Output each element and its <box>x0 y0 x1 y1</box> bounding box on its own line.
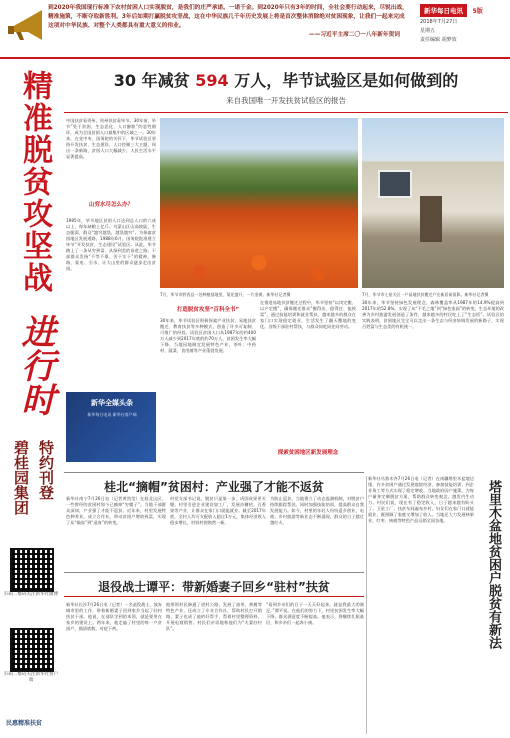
section-divider-2 <box>64 472 364 473</box>
masthead-page: 5版 <box>472 8 483 15</box>
banner-signature: ——习近平主席二〇一八年新年贺词 <box>309 32 400 38</box>
story3-column-a: 新华社长沙7月26日电（记者）一名退役战士，放弃城市里的工作，带着新婚妻子回到家乡当起了驻村扶贫干部。他说，在部队学到的本领，就是要用在家乡的建设上。两年来，他走遍了村里的每一户贫困户，摸清底数，对症下药。 <box>66 602 162 631</box>
article-intro: 中国扶贫看贵州，贵州扶贫看毕节。30年前，毕节“处于贫困、生态恶化、人口膨胀”的恶性循环，成为全国贫困人口最集中的区域之一。30年来，在党中央、国务院的关怀下，毕节试验区坚持开发扶贫、生态建设、人口控制三大主题，闯出一条新路，贫困人口大幅减少，人民生活水平显著提高。 <box>66 118 156 159</box>
right-story-headline: 塔里木盆地贫困户脱贫有新法 <box>486 480 501 649</box>
article-paragraph-4: 30年来，毕节坚持绿色发展理念，森林覆盖率从1987年的14.9%提高到2017年的52.8%，实现了从“不毛之地”到“绿色家园”的转变。生态环境的改善为乡村旅游发展创造了条件，越来越多的村民吃上了“生态饭”。试验区的实践表明，贫困地区完全可以走出一条生态与经济协调发展的新路子，实现百姓富与生态美的有机统一。 <box>362 300 504 329</box>
qr-code[interactable] <box>10 548 54 592</box>
photo-caption-1: 7月，毕节市黔西县一处种植基地里，菊花盛开，一片金黄。新华社记者摄 <box>160 292 291 297</box>
banner-quote-block <box>48 4 408 56</box>
story3-headline-rule <box>64 596 364 597</box>
section-cursive-title: 进行时 <box>15 314 55 416</box>
article-paragraph-1: 1985年，毕节地区贫困人口达到总人口的六成以上，每年缺粮上亿斤。乌蒙山区山高坡陡，生态脆弱，群众“越穷越垦，越垦越穷”。为探索贫困地区发展道路，1988年6月，国务院批准建立毕节“开发扶贫、生态建设”试验区。从此，毕节踏上了一条从穷到富、从绿到美的奋进之路。干部群众发扬“不等不靠、苦干实干”的精神，修路、架电、引水，让大山里的群众逐步走出贫困。 <box>66 218 156 271</box>
masthead-date: 2018年7月27日 <box>420 19 458 25</box>
sub-heading-1: 山穷水尽怎么办？ <box>88 202 133 208</box>
right-story-text: 新华社乌鲁木齐7月26日电（记者）在南疆塔里木盆地边缘，许多贫困户通过发展庭院经济、参加技能培训、到企业务工等方式实现了稳定增收。当地政府因户施策，为每户量身定制脱贫方案，帮助群众转变观念，激发内生动力。村民们说，现在有了稳定收入，日子越来越有盼头了。卫星工厂、扶贫车间遍布乡村，妇女们在家门口就能就业，既照顾了家庭又增加了收入。当地还大力发展林果业，红枣、核桃等特色产品远销全国各地。 <box>368 476 474 523</box>
article-paragraph-4-lead <box>260 460 356 472</box>
masthead-title: 新华每日电讯 <box>420 4 467 17</box>
story3-column-c: “看到乡亲们的日子一天天好起来，就是我最大的满足。”谭平说。在他们的努力下，村里贫困发生率大幅下降，群众满意度不断提高。他表示，将继续扎根基层，和乡亲们一起奔小康。 <box>266 602 364 625</box>
sponsor-logo: 民惠精准扶贫 <box>6 720 43 727</box>
banner-divider <box>0 57 510 59</box>
column-divider <box>366 476 367 734</box>
story2-column-b: 村党支部书记说，脱贫只是第一步，巩固成果更关键。村里引进企业建设加工厂，发展沙糖桔、百香果等产业，让群众在家门口就能就业。截至2017年底，全村人均可支配收入超过1万元，集体经济收入稳步增长，村容村貌焕然一新。 <box>170 496 266 525</box>
headline-text-a: 年减贫 <box>141 71 190 90</box>
promo-title: 新华全媒头条 <box>91 399 133 407</box>
masthead-editor: 责任编辑 胡梦效 <box>420 37 457 43</box>
banner-quote: 到2020年我国现行标准下农村贫困人口实现脱贫，是我们的庄严承诺。一诺千金。到2020年只有3年的时间，全社会要行动起来，尽锐出战，精准施策，不断夺取新胜利。3年后如期打赢脱贫攻坚战，这在中华民族几千年历史发展上将是首次整体消除绝对贫困现象，让我们一起来完成这项对中华民族、对整个人类都具有重大意义的伟业。 <box>48 5 408 29</box>
photo-caption-2: 7月，毕节市七星关区一户易地扶贫搬迁户在新居前留影。新华社记者摄 <box>362 292 489 297</box>
main-subhead: 来自我国唯一开发扶贫试验区的报告 <box>226 96 346 105</box>
sponsor-label: 碧桂园集团 <box>12 440 30 515</box>
qr-caption: 扫码二维码关注新华社微博 <box>4 592 58 597</box>
section-divider-3 <box>64 572 364 573</box>
section-vertical-title: 精准脱贫攻坚战 <box>17 70 52 294</box>
photo-flower-field <box>160 118 358 288</box>
story2-column-a: 新华社南宁7月26日电（记者黄凯莹）在桂北山区，一些曾经的贫困村如今已摘掉“穷帽子”。当地干部群众深知，产业强了才能不返贫。近年来，村里发展特色种养业，成立合作社，带动贫困户增收致富，实现了从“输血”到“造血”的转变。 <box>66 496 166 525</box>
headline-number-people: 594 <box>195 71 229 90</box>
masthead <box>420 4 506 52</box>
sub-heading-3: 探索贫困地区新发展理念 <box>277 450 339 456</box>
trumpet-icon <box>6 6 46 44</box>
qr-code-client[interactable] <box>10 628 54 672</box>
article-paragraph-2: 30年来，毕节试验区积极探索产业扶贫、易地扶贫搬迁、教育扶贫等多种模式，创造了许多可复制、可推广的经验。试验区贫困人口从1987年的约400万人减少到2017年底的约70万人，贫困发生率大幅下降。当地因地制宜发展特色产业，茶叶、中药材、蔬菜、食用菌等产业蓬勃发展。 <box>160 318 256 353</box>
story2-headline: 桂北“摘帽”贫困村：产业强了才能不返贫 <box>104 480 324 494</box>
headline-text-b: 万人，毕节试验区是如何做到的 <box>234 71 459 90</box>
main-headline <box>64 68 508 91</box>
story3-column-b: 他带领村民修通了进村公路，发展了油茶、黄桃等特色产业，还成立了专业合作社，帮助村民打开销路。妻子也成了他的好帮手，帮着村里整理资料、开展电商销售。村民们亲切地称他们为“夫妻驻村队”。 <box>166 602 262 631</box>
promo-subtitle: 新华每日电讯 新华社客户端 <box>87 412 137 417</box>
story2-column-c: 为防止返贫，当地建立了动态监测机制，对脱贫户持续跟踪帮扶。同时加强技能培训，提高群众自我发展能力。如今，村里的年轻人纷纷返乡创业，电商、乡村旅游等新业态不断涌现，群众的日子越过越红火。 <box>270 496 364 525</box>
sub-heading-2: 打造脱贫攻坚“百科全书” <box>176 307 240 313</box>
qr-caption-client: 扫码二维码关注新华社客户端 <box>4 672 58 683</box>
headline-number-years: 30 <box>113 71 137 90</box>
house-window <box>378 170 412 198</box>
special-publication-label: 特约刊登 <box>37 440 55 500</box>
house-door <box>420 196 442 242</box>
story3-headline: 退役战士谭平：带新婚妻子回乡“驻村”扶贫 <box>98 580 330 594</box>
headline-divider <box>64 112 508 113</box>
masthead-weekday: 星期五 <box>420 28 436 34</box>
article-paragraph-3: 在推进易地扶贫搬迁过程中，毕节坚持“以岗定搬、以产定搬”，确保搬迁群众“搬得出、稳得住、能致富”。通过技能培训和就业帮扶，越来越多的群众在家门口实现稳定就业，生活发生了翻天覆地的变化。各级干部驻村帮扶，与群众同吃同住同劳动。 <box>260 300 356 329</box>
